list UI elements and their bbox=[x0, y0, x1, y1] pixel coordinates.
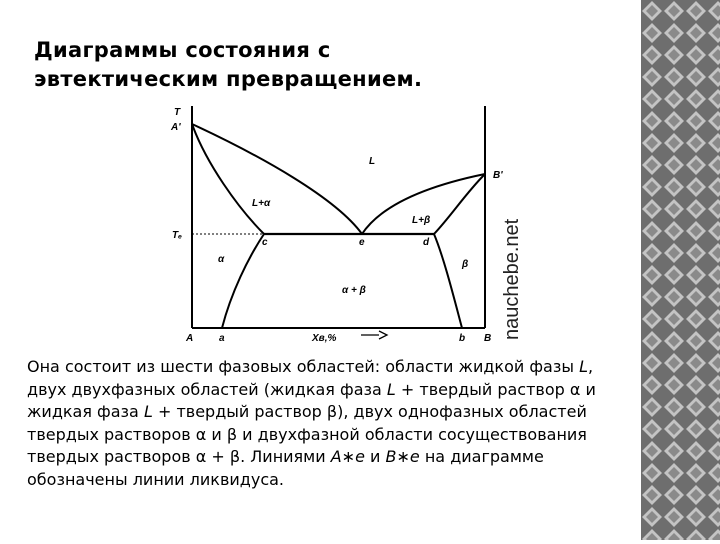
body-symbol-l3: L bbox=[143, 402, 153, 421]
label-alpha-beta: α + β bbox=[342, 285, 366, 296]
label-e: e bbox=[359, 237, 365, 248]
solvus-d-b bbox=[434, 234, 462, 328]
liquidus-a-e bbox=[192, 124, 362, 234]
body-symbol-be: B∗e bbox=[385, 447, 420, 466]
decorative-side-strip bbox=[641, 0, 720, 540]
body-symbol-l2: L bbox=[386, 379, 396, 399]
solidus-b-d bbox=[434, 174, 485, 234]
label-a-star: A' bbox=[171, 122, 181, 133]
body-paragraph bbox=[27, 356, 617, 491]
solvus-c-a bbox=[222, 234, 264, 328]
body-symbol-ae: A∗e bbox=[330, 447, 365, 466]
phase-diagram-figure bbox=[166, 98, 526, 345]
label-l-alpha: L+α bbox=[252, 198, 271, 209]
slide-title: Диаграммы состояния с эвтектическим превращением. bbox=[34, 38, 423, 91]
label-b: B bbox=[484, 333, 492, 344]
eutectic-phase-diagram bbox=[166, 98, 526, 345]
label-alpha: α bbox=[218, 254, 225, 265]
label-xb: Xв,% bbox=[312, 333, 337, 344]
label-d: d bbox=[423, 237, 430, 248]
body-text-1: Она состоит из шести фазовых областей: области жидкой фазы bbox=[27, 357, 580, 376]
label-b-small: b bbox=[459, 333, 466, 344]
watermark-text: nauchebe.net bbox=[501, 218, 523, 340]
body-symbol-l1: L bbox=[579, 357, 588, 376]
label-te: Tₑ bbox=[172, 230, 183, 241]
body-text-5: и bbox=[364, 447, 386, 466]
body-text-6: на диаграмме обозначены линии ликвидуса. bbox=[27, 447, 544, 489]
label-c: c bbox=[262, 237, 268, 248]
diamond-pattern bbox=[641, 0, 720, 540]
label-beta: β bbox=[462, 259, 469, 270]
label-a-small: a bbox=[219, 333, 225, 344]
composition-arrow-head bbox=[379, 331, 387, 339]
body-text-3: + твердый раствор α и жидкая фаза bbox=[27, 379, 596, 421]
label-liquid: L bbox=[369, 156, 376, 167]
label-l-beta: L+β bbox=[412, 215, 431, 226]
label-b-star: B' bbox=[493, 170, 503, 181]
label-a: A bbox=[186, 333, 194, 344]
body-text-4: + твердый раствор β), двух однофазных областей твердых растворов α и β и двухфазной области сосуществования твердых растворов α + β. Линиями bbox=[27, 402, 587, 466]
label-t: T bbox=[174, 107, 181, 118]
body-text-2: , двух двухфазных областей (жидкая фаза bbox=[27, 357, 594, 399]
